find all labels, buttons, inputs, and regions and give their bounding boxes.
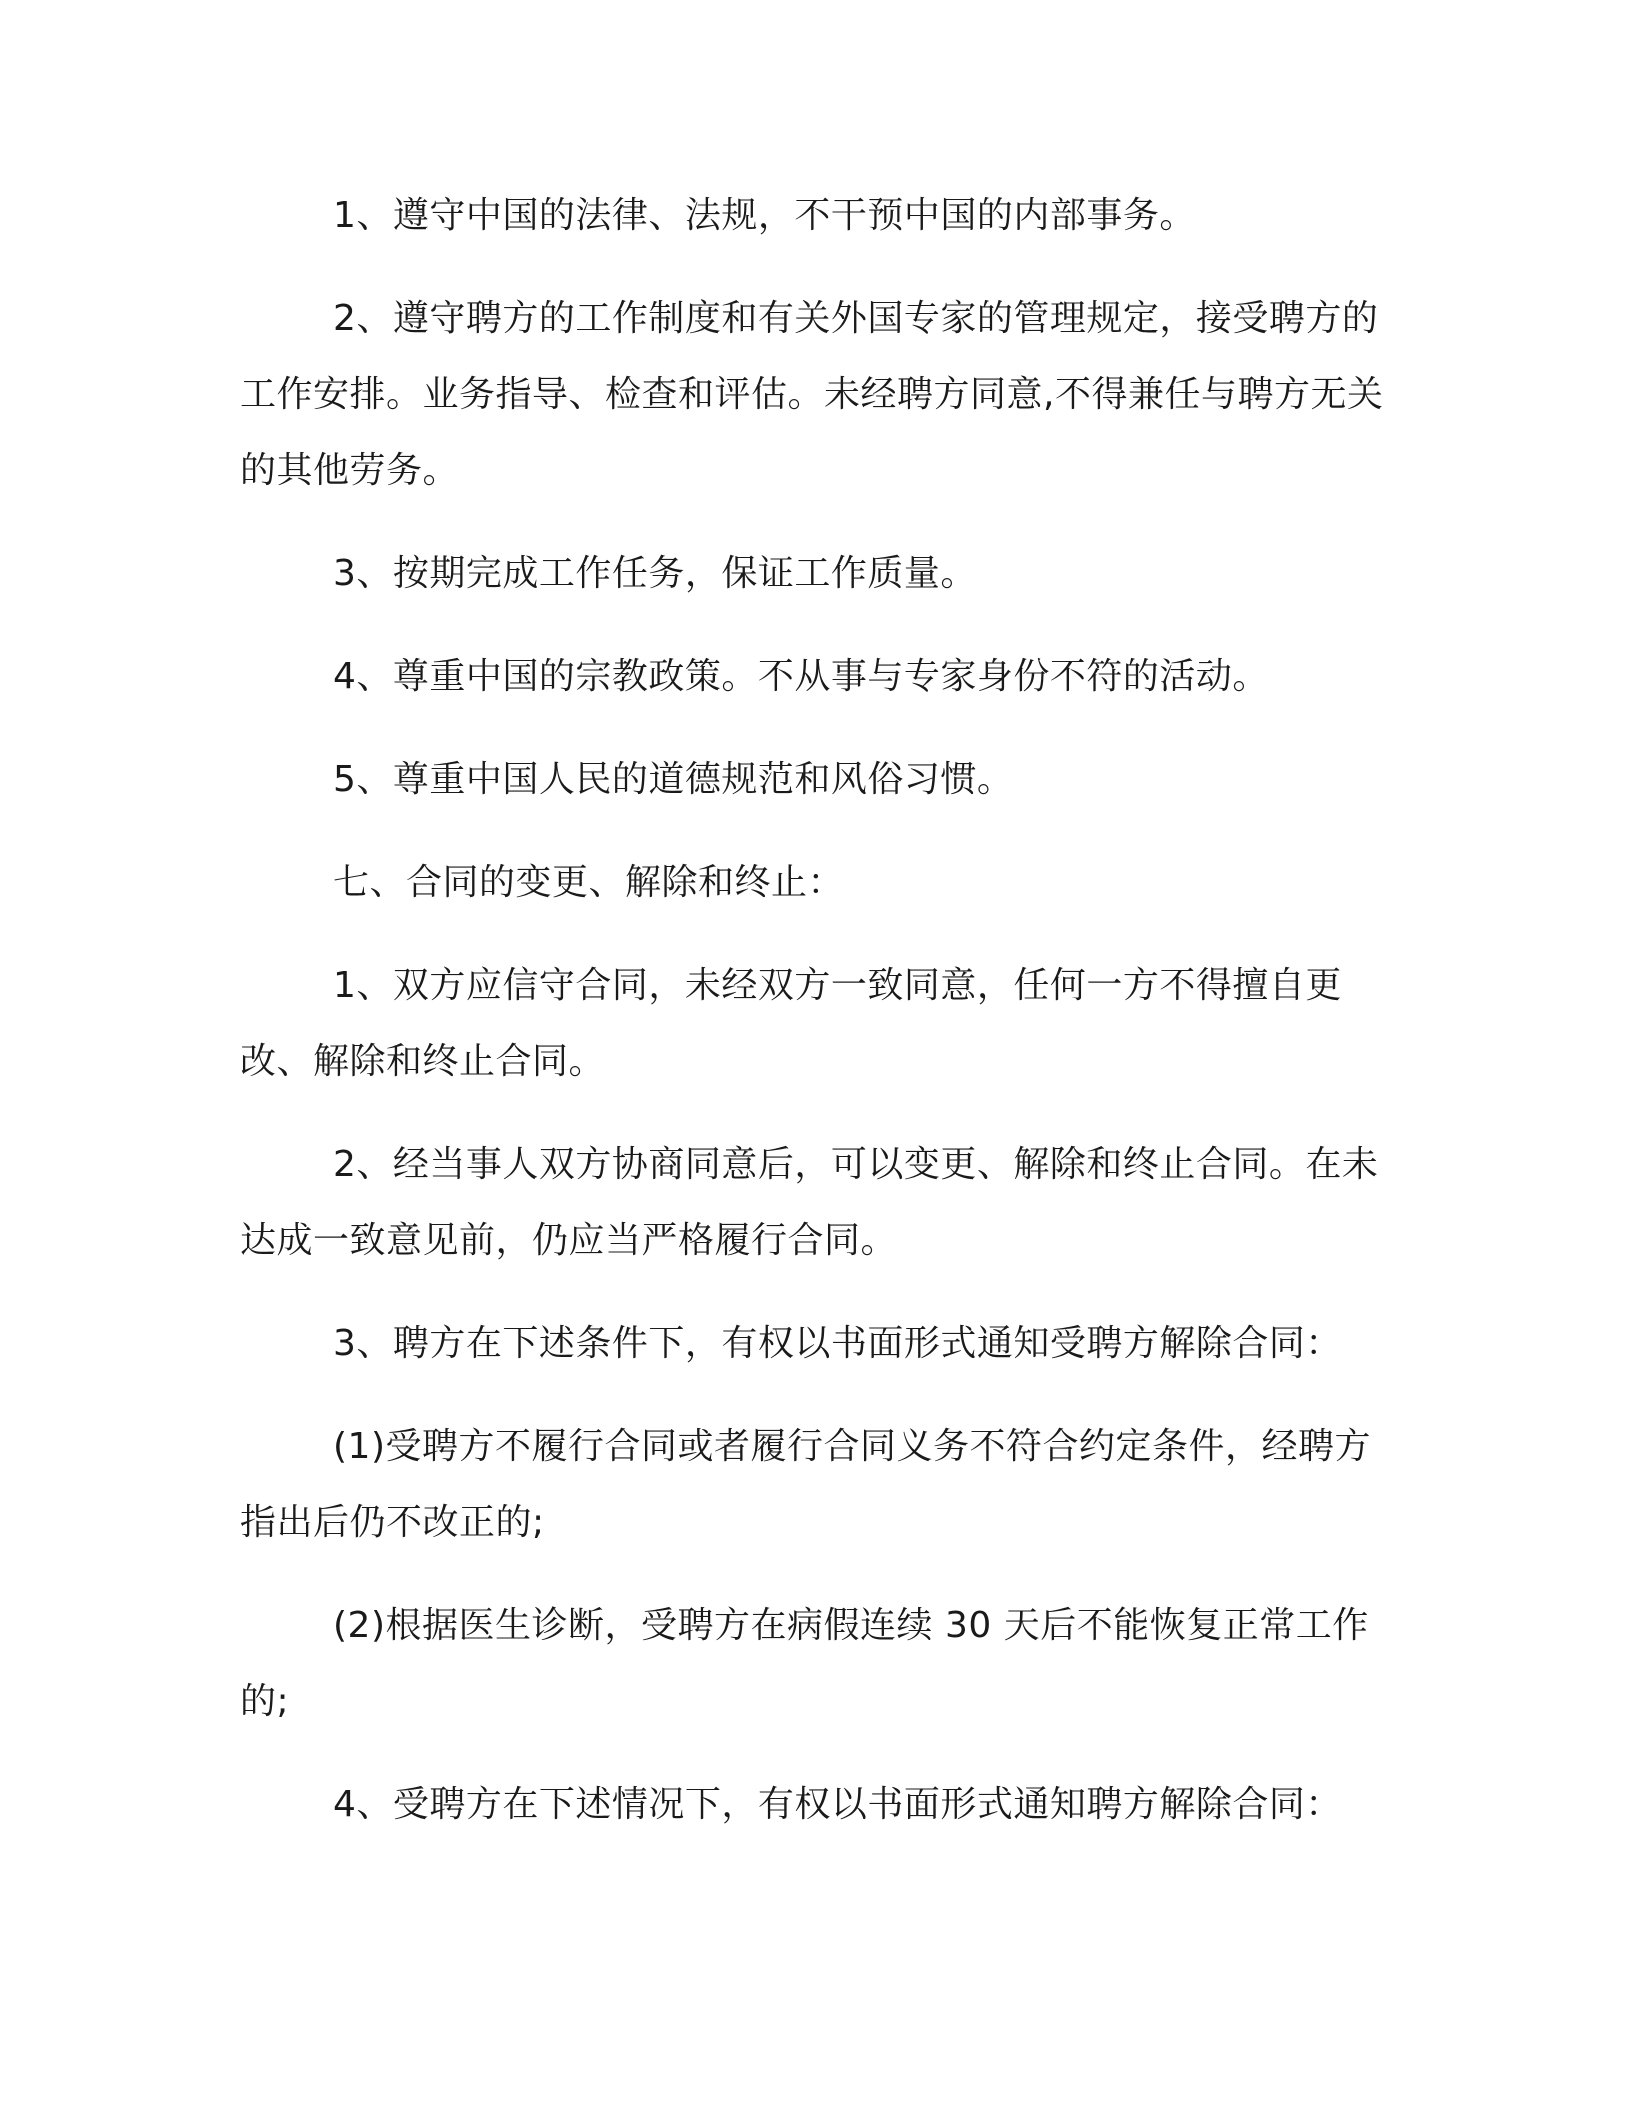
- paragraph-obligation-4: 4、尊重中国的宗教政策。不从事与专家身份不符的活动。: [333, 656, 1269, 697]
- paragraph-change-2: 2、经当事人双方协商同意后，可以变更、解除和终止合同。在未达成一致意见前，仍应当严格履行合同。: [240, 1144, 1379, 1261]
- document-body: [240, 178, 1390, 1870]
- paragraph-condition-1: (1)受聘方不履行合同或者履行合同义务不符合约定条件，经聘方指出后仍不改正的;: [240, 1426, 1371, 1543]
- paragraph-condition-2: (2)根据医生诊断，受聘方在病假连续 30 天后不能恢复正常工作的;: [240, 1605, 1369, 1722]
- paragraph-obligation-1: 1、遵守中国的法律、法规，不干预中国的内部事务。: [333, 195, 1196, 236]
- section-heading-seven: 七、合同的变更、解除和终止：: [333, 862, 845, 903]
- paragraph-change-4: 4、受聘方在下述情况下，有权以书面形式通知聘方解除合同：: [333, 1784, 1342, 1825]
- paragraph-change-3: 3、聘方在下述条件下，有权以书面形式通知受聘方解除合同：: [333, 1323, 1342, 1364]
- paragraph-obligation-2: 2、遵守聘方的工作制度和有关外国专家的管理规定，接受聘方的工作安排。业务指导、检查和评估。未经聘方同意,不得兼任与聘方无关的其他劳务。: [240, 298, 1384, 491]
- paragraph-obligation-3: 3、按期完成工作任务，保证工作质量。: [333, 553, 977, 594]
- paragraph-change-1: 1、双方应信守合同，未经双方一致同意，任何一方不得擅自更改、解除和终止合同。: [240, 965, 1342, 1082]
- paragraph-obligation-5: 5、尊重中国人民的道德规范和风俗习惯。: [333, 759, 1014, 800]
